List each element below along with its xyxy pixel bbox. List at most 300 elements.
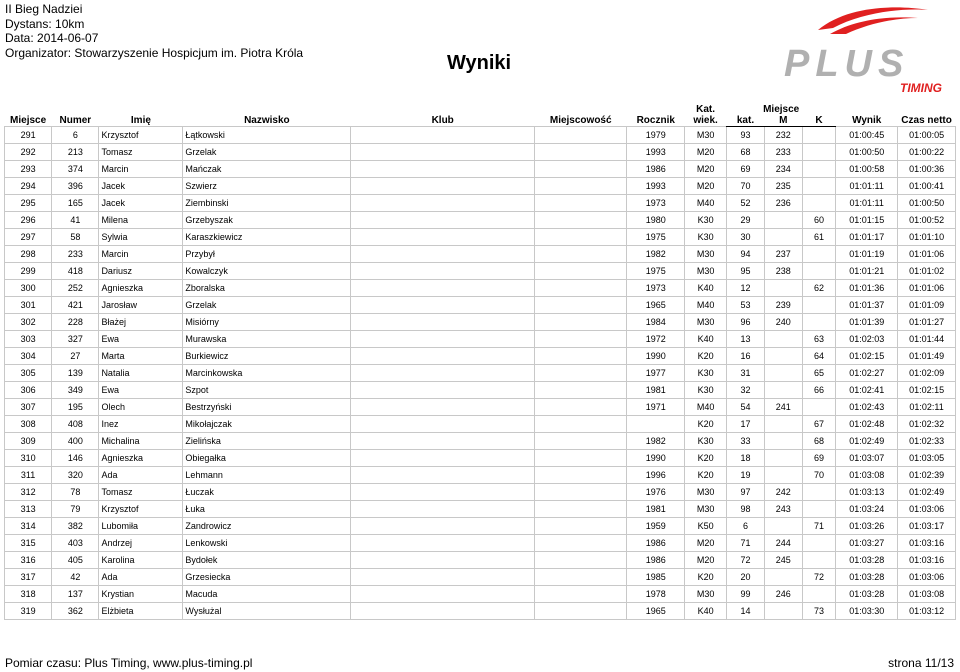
- cell-miejscowosc: [535, 416, 627, 433]
- table-row: [5, 280, 956, 297]
- cell-nazwisko: Lenkowski: [183, 535, 351, 552]
- cell-nazwisko: Grzebyszak: [183, 212, 351, 229]
- cell-czas-netto: 01:03:05: [898, 450, 956, 467]
- cell-kat: M20: [685, 178, 727, 195]
- cell-nazwisko: Burkiewicz: [183, 348, 351, 365]
- cell-miejscowosc: [535, 450, 627, 467]
- cell-kat: M30: [685, 484, 727, 501]
- cell-nazwisko: Bydołek: [183, 552, 351, 569]
- cell-miejsce: 300: [5, 280, 52, 297]
- cell-numer: 400: [52, 433, 99, 450]
- cell-rocznik: 1986: [627, 535, 685, 552]
- cell-miejsce-kat: 97: [727, 484, 765, 501]
- cell-kat: K30: [685, 365, 727, 382]
- cell-miejsce: 301: [5, 297, 52, 314]
- cell-miejsce-m: [764, 569, 802, 586]
- cell-wynik: 01:03:28: [836, 569, 898, 586]
- cell-imie: Agnieszka: [99, 280, 183, 297]
- cell-kat: M30: [685, 501, 727, 518]
- cell-numer: 327: [52, 331, 99, 348]
- table-row: [5, 331, 956, 348]
- cell-miejsce-k: 72: [802, 569, 836, 586]
- cell-numer: 213: [52, 144, 99, 161]
- cell-rocznik: 1959: [627, 518, 685, 535]
- cell-czas-netto: 01:02:33: [898, 433, 956, 450]
- cell-klub: [351, 450, 535, 467]
- cell-miejsce-m: 232: [764, 127, 802, 144]
- cell-miejsce: 291: [5, 127, 52, 144]
- cell-wynik: 01:03:30: [836, 603, 898, 620]
- cell-miejsce-m: [764, 518, 802, 535]
- cell-klub: [351, 348, 535, 365]
- cell-miejsce-m: [764, 348, 802, 365]
- cell-rocznik: 1973: [627, 195, 685, 212]
- cell-czas-netto: 01:00:50: [898, 195, 956, 212]
- cell-rocznik: 1985: [627, 569, 685, 586]
- cell-numer: 6: [52, 127, 99, 144]
- cell-wynik: 01:03:24: [836, 501, 898, 518]
- cell-numer: 252: [52, 280, 99, 297]
- col-miejsce-m: M: [764, 115, 802, 127]
- cell-klub: [351, 535, 535, 552]
- cell-imie: Sylwia: [99, 229, 183, 246]
- cell-miejsce: 303: [5, 331, 52, 348]
- cell-imie: Jacek: [99, 195, 183, 212]
- cell-miejsce: 310: [5, 450, 52, 467]
- cell-miejscowosc: [535, 348, 627, 365]
- cell-rocznik: 1978: [627, 586, 685, 603]
- cell-miejsce-kat: 17: [727, 416, 765, 433]
- cell-kat: K20: [685, 348, 727, 365]
- cell-miejscowosc: [535, 399, 627, 416]
- cell-miejscowosc: [535, 297, 627, 314]
- cell-nazwisko: Grzelak: [183, 144, 351, 161]
- event-name: II Bieg Nadziei: [5, 2, 83, 16]
- col-numer: Numer: [59, 115, 92, 126]
- cell-miejscowosc: [535, 552, 627, 569]
- cell-miejsce-kat: 96: [727, 314, 765, 331]
- cell-miejsce-m: 243: [764, 501, 802, 518]
- cell-klub: [351, 229, 535, 246]
- cell-nazwisko: Karaszkiewicz: [183, 229, 351, 246]
- cell-miejscowosc: [535, 127, 627, 144]
- cell-miejsce-m: [764, 433, 802, 450]
- cell-miejsce-k: 62: [802, 280, 836, 297]
- cell-wynik: 01:01:39: [836, 314, 898, 331]
- cell-czas-netto: 01:03:06: [898, 501, 956, 518]
- cell-kat: M20: [685, 144, 727, 161]
- cell-miejsce: 293: [5, 161, 52, 178]
- col-wynik: Wynik: [852, 115, 882, 126]
- cell-miejsce-kat: 68: [727, 144, 765, 161]
- cell-miejsce-m: 246: [764, 586, 802, 603]
- table-row: [5, 518, 956, 535]
- cell-miejsce-k: [802, 144, 836, 161]
- cell-czas-netto: 01:03:16: [898, 552, 956, 569]
- cell-imie: Marta: [99, 348, 183, 365]
- cell-imie: Krzysztof: [99, 501, 183, 518]
- cell-miejsce: 318: [5, 586, 52, 603]
- cell-czas-netto: 01:00:05: [898, 127, 956, 144]
- cell-rocznik: 1996: [627, 467, 685, 484]
- cell-imie: Błażej: [99, 314, 183, 331]
- cell-czas-netto: 01:01:10: [898, 229, 956, 246]
- cell-imie: Olech: [99, 399, 183, 416]
- cell-kat: M20: [685, 535, 727, 552]
- cell-klub: [351, 552, 535, 569]
- cell-nazwisko: Łuka: [183, 501, 351, 518]
- cell-miejscowosc: [535, 161, 627, 178]
- cell-miejsce-kat: 13: [727, 331, 765, 348]
- cell-nazwisko: Grzesiecka: [183, 569, 351, 586]
- cell-rocznik: 1986: [627, 161, 685, 178]
- cell-miejsce-kat: 16: [727, 348, 765, 365]
- cell-miejsce-k: 64: [802, 348, 836, 365]
- cell-nazwisko: Szpot: [183, 382, 351, 399]
- table-row: [5, 229, 956, 246]
- cell-numer: 79: [52, 501, 99, 518]
- cell-miejsce-k: [802, 263, 836, 280]
- cell-klub: [351, 212, 535, 229]
- table-row: [5, 297, 956, 314]
- cell-miejsce: 299: [5, 263, 52, 280]
- cell-miejsce: 313: [5, 501, 52, 518]
- cell-miejscowosc: [535, 314, 627, 331]
- table-row: [5, 416, 956, 433]
- cell-wynik: 01:01:36: [836, 280, 898, 297]
- cell-numer: 403: [52, 535, 99, 552]
- cell-imie: Andrzej: [99, 535, 183, 552]
- cell-wynik: 01:01:15: [836, 212, 898, 229]
- cell-kat: M40: [685, 297, 727, 314]
- cell-klub: [351, 195, 535, 212]
- cell-czas-netto: 01:01:49: [898, 348, 956, 365]
- cell-miejsce-k: [802, 127, 836, 144]
- cell-rocznik: 1981: [627, 501, 685, 518]
- cell-kat: M20: [685, 161, 727, 178]
- cell-czas-netto: 01:00:22: [898, 144, 956, 161]
- cell-kat: K30: [685, 229, 727, 246]
- header-row-top: [5, 104, 956, 115]
- cell-nazwisko: Murawska: [183, 331, 351, 348]
- cell-miejsce: 308: [5, 416, 52, 433]
- cell-numer: 418: [52, 263, 99, 280]
- cell-klub: [351, 314, 535, 331]
- cell-miejsce-m: 233: [764, 144, 802, 161]
- table-row: [5, 348, 956, 365]
- results-body: [5, 127, 956, 620]
- cell-miejsce-k: [802, 297, 836, 314]
- cell-miejsce-m: [764, 450, 802, 467]
- col-czas-netto: Czas netto: [901, 115, 952, 126]
- cell-miejscowosc: [535, 195, 627, 212]
- table-row: [5, 382, 956, 399]
- cell-miejsce-k: 65: [802, 365, 836, 382]
- cell-miejsce-k: 71: [802, 518, 836, 535]
- cell-wynik: 01:01:17: [836, 229, 898, 246]
- cell-miejsce-m: 239: [764, 297, 802, 314]
- cell-miejsce-k: 68: [802, 433, 836, 450]
- cell-klub: [351, 331, 535, 348]
- cell-klub: [351, 297, 535, 314]
- cell-miejsce-kat: 71: [727, 535, 765, 552]
- cell-klub: [351, 161, 535, 178]
- cell-miejscowosc: [535, 382, 627, 399]
- cell-klub: [351, 382, 535, 399]
- event-date: Data: 2014-06-07: [5, 31, 99, 45]
- cell-miejsce-kat: 94: [727, 246, 765, 263]
- cell-miejscowosc: [535, 212, 627, 229]
- cell-miejsce-m: 238: [764, 263, 802, 280]
- cell-nazwisko: Przybył: [183, 246, 351, 263]
- cell-numer: 405: [52, 552, 99, 569]
- cell-miejsce-kat: 70: [727, 178, 765, 195]
- cell-nazwisko: Zielińska: [183, 433, 351, 450]
- table-row: [5, 365, 956, 382]
- cell-rocznik: 1990: [627, 450, 685, 467]
- cell-miejsce-kat: 33: [727, 433, 765, 450]
- cell-rocznik: 1979: [627, 127, 685, 144]
- cell-rocznik: 1975: [627, 263, 685, 280]
- cell-numer: 137: [52, 586, 99, 603]
- cell-miejscowosc: [535, 433, 627, 450]
- cell-miejscowosc: [535, 331, 627, 348]
- cell-numer: 42: [52, 569, 99, 586]
- cell-czas-netto: 01:02:49: [898, 484, 956, 501]
- cell-numer: 146: [52, 450, 99, 467]
- cell-imie: Marcin: [99, 246, 183, 263]
- cell-miejsce-kat: 6: [727, 518, 765, 535]
- cell-numer: 58: [52, 229, 99, 246]
- cell-miejsce-m: 240: [764, 314, 802, 331]
- cell-rocznik: 1993: [627, 144, 685, 161]
- cell-kat: K40: [685, 603, 727, 620]
- cell-imie: Elżbieta: [99, 603, 183, 620]
- cell-kat: M30: [685, 263, 727, 280]
- cell-miejsce: 297: [5, 229, 52, 246]
- cell-imie: Inez: [99, 416, 183, 433]
- cell-miejsce: 309: [5, 433, 52, 450]
- cell-klub: [351, 518, 535, 535]
- cell-rocznik: 1965: [627, 603, 685, 620]
- cell-wynik: 01:03:26: [836, 518, 898, 535]
- cell-czas-netto: 01:01:44: [898, 331, 956, 348]
- cell-kat: K20: [685, 450, 727, 467]
- cell-klub: [351, 280, 535, 297]
- cell-wynik: 01:02:41: [836, 382, 898, 399]
- cell-kat: M30: [685, 246, 727, 263]
- cell-nazwisko: Misiórny: [183, 314, 351, 331]
- cell-numer: 396: [52, 178, 99, 195]
- cell-czas-netto: 01:03:17: [898, 518, 956, 535]
- cell-miejscowosc: [535, 484, 627, 501]
- col-nazwisko: Nazwisko: [244, 115, 290, 126]
- cell-wynik: 01:03:27: [836, 535, 898, 552]
- cell-miejsce-m: 237: [764, 246, 802, 263]
- cell-miejscowosc: [535, 518, 627, 535]
- cell-miejscowosc: [535, 603, 627, 620]
- cell-miejsce-m: 235: [764, 178, 802, 195]
- cell-numer: 165: [52, 195, 99, 212]
- cell-czas-netto: 01:00:41: [898, 178, 956, 195]
- cell-imie: Marcin: [99, 161, 183, 178]
- cell-rocznik: [627, 416, 685, 433]
- cell-miejsce-k: [802, 552, 836, 569]
- cell-miejsce-k: 63: [802, 331, 836, 348]
- cell-miejsce-kat: 31: [727, 365, 765, 382]
- cell-miejscowosc: [535, 501, 627, 518]
- cell-numer: 195: [52, 399, 99, 416]
- cell-klub: [351, 569, 535, 586]
- cell-miejsce-kat: 53: [727, 297, 765, 314]
- cell-miejsce-kat: 18: [727, 450, 765, 467]
- cell-nazwisko: Szwierz: [183, 178, 351, 195]
- cell-miejsce-k: 61: [802, 229, 836, 246]
- cell-miejsce-m: 236: [764, 195, 802, 212]
- cell-imie: Ada: [99, 569, 183, 586]
- cell-czas-netto: 01:01:06: [898, 246, 956, 263]
- col-miejsce: Miejsce: [10, 115, 47, 126]
- cell-miejsce: 311: [5, 467, 52, 484]
- cell-wynik: 01:03:28: [836, 552, 898, 569]
- table-row: [5, 144, 956, 161]
- cell-miejscowosc: [535, 178, 627, 195]
- cell-rocznik: 1982: [627, 433, 685, 450]
- cell-miejscowosc: [535, 229, 627, 246]
- cell-kat: K20: [685, 569, 727, 586]
- table-row: [5, 212, 956, 229]
- cell-miejscowosc: [535, 263, 627, 280]
- cell-nazwisko: Grzelak: [183, 297, 351, 314]
- cell-miejsce-m: 234: [764, 161, 802, 178]
- cell-miejsce: 292: [5, 144, 52, 161]
- footer-page: strona 11/13: [888, 656, 954, 670]
- cell-rocznik: 1977: [627, 365, 685, 382]
- cell-imie: Krystian: [99, 586, 183, 603]
- cell-czas-netto: 01:03:12: [898, 603, 956, 620]
- cell-miejsce-k: 60: [802, 212, 836, 229]
- cell-miejsce-m: [764, 382, 802, 399]
- cell-miejsce-k: [802, 195, 836, 212]
- cell-miejsce: 316: [5, 552, 52, 569]
- table-row: [5, 484, 956, 501]
- cell-wynik: 01:03:13: [836, 484, 898, 501]
- cell-klub: [351, 263, 535, 280]
- cell-wynik: 01:03:28: [836, 586, 898, 603]
- cell-miejsce: 314: [5, 518, 52, 535]
- cell-miejscowosc: [535, 586, 627, 603]
- cell-numer: 139: [52, 365, 99, 382]
- cell-miejsce-k: [802, 314, 836, 331]
- cell-czas-netto: 01:02:11: [898, 399, 956, 416]
- cell-wynik: 01:01:21: [836, 263, 898, 280]
- cell-numer: 233: [52, 246, 99, 263]
- cell-miejsce: 296: [5, 212, 52, 229]
- cell-miejsce-kat: 20: [727, 569, 765, 586]
- cell-miejsce-kat: 14: [727, 603, 765, 620]
- cell-nazwisko: Mańczak: [183, 161, 351, 178]
- col-miejscowosc: Miejscowość: [549, 115, 612, 126]
- cell-numer: 228: [52, 314, 99, 331]
- cell-miejsce: 294: [5, 178, 52, 195]
- cell-nazwisko: Zandrowicz: [183, 518, 351, 535]
- cell-kat: K30: [685, 212, 727, 229]
- cell-nazwisko: Mikołajczak: [183, 416, 351, 433]
- cell-miejsce-kat: 30: [727, 229, 765, 246]
- cell-wynik: 01:02:15: [836, 348, 898, 365]
- results-table: [4, 104, 956, 620]
- cell-wynik: 01:01:11: [836, 195, 898, 212]
- col-imie: Imię: [130, 115, 151, 126]
- cell-wynik: 01:01:19: [836, 246, 898, 263]
- cell-numer: 27: [52, 348, 99, 365]
- col-kat-bottom: wiek.: [693, 115, 718, 126]
- cell-rocznik: 1965: [627, 297, 685, 314]
- cell-miejsce-k: [802, 535, 836, 552]
- cell-wynik: 01:02:27: [836, 365, 898, 382]
- cell-nazwisko: Ziembinski: [183, 195, 351, 212]
- cell-numer: 374: [52, 161, 99, 178]
- cell-nazwisko: Marcinkowska: [183, 365, 351, 382]
- cell-klub: [351, 603, 535, 620]
- cell-miejsce: 317: [5, 569, 52, 586]
- cell-miejsce-m: [764, 331, 802, 348]
- cell-numer: 349: [52, 382, 99, 399]
- cell-czas-netto: 01:03:08: [898, 586, 956, 603]
- cell-miejsce-kat: 95: [727, 263, 765, 280]
- cell-rocznik: 1971: [627, 399, 685, 416]
- cell-czas-netto: 01:02:39: [898, 467, 956, 484]
- cell-imie: Ewa: [99, 331, 183, 348]
- cell-miejsce: 298: [5, 246, 52, 263]
- cell-czas-netto: 01:02:32: [898, 416, 956, 433]
- table-row: [5, 586, 956, 603]
- cell-wynik: 01:01:11: [836, 178, 898, 195]
- col-kat-top: Kat.: [696, 104, 716, 115]
- cell-miejsce: 305: [5, 365, 52, 382]
- cell-miejsce: 295: [5, 195, 52, 212]
- footer-timing: Pomiar czasu: Plus Timing, www.plus-timing.pl: [5, 656, 253, 670]
- cell-czas-netto: 01:01:27: [898, 314, 956, 331]
- cell-miejsce-kat: 19: [727, 467, 765, 484]
- cell-miejscowosc: [535, 569, 627, 586]
- cell-miejsce-k: [802, 399, 836, 416]
- cell-imie: Krzysztof: [99, 127, 183, 144]
- cell-imie: Lubomiła: [99, 518, 183, 535]
- table-row: [5, 127, 956, 144]
- cell-rocznik: 1986: [627, 552, 685, 569]
- table-row: [5, 450, 956, 467]
- logo-timing-text: TIMING: [900, 81, 942, 95]
- cell-wynik: 01:03:07: [836, 450, 898, 467]
- cell-miejscowosc: [535, 467, 627, 484]
- cell-kat: K20: [685, 467, 727, 484]
- cell-klub: [351, 127, 535, 144]
- cell-klub: [351, 501, 535, 518]
- cell-rocznik: 1973: [627, 280, 685, 297]
- cell-miejsce-m: 245: [764, 552, 802, 569]
- cell-miejsce-m: [764, 229, 802, 246]
- cell-miejsce-k: [802, 484, 836, 501]
- cell-miejsce: 315: [5, 535, 52, 552]
- cell-miejsce: 302: [5, 314, 52, 331]
- event-organizer: Organizator: Stowarzyszenie Hospicjum im. Piotra Króla: [5, 45, 304, 60]
- table-row: [5, 535, 956, 552]
- cell-miejsce: 312: [5, 484, 52, 501]
- cell-imie: Tomasz: [99, 144, 183, 161]
- cell-nazwisko: Łuczak: [183, 484, 351, 501]
- cell-miejsce-k: 66: [802, 382, 836, 399]
